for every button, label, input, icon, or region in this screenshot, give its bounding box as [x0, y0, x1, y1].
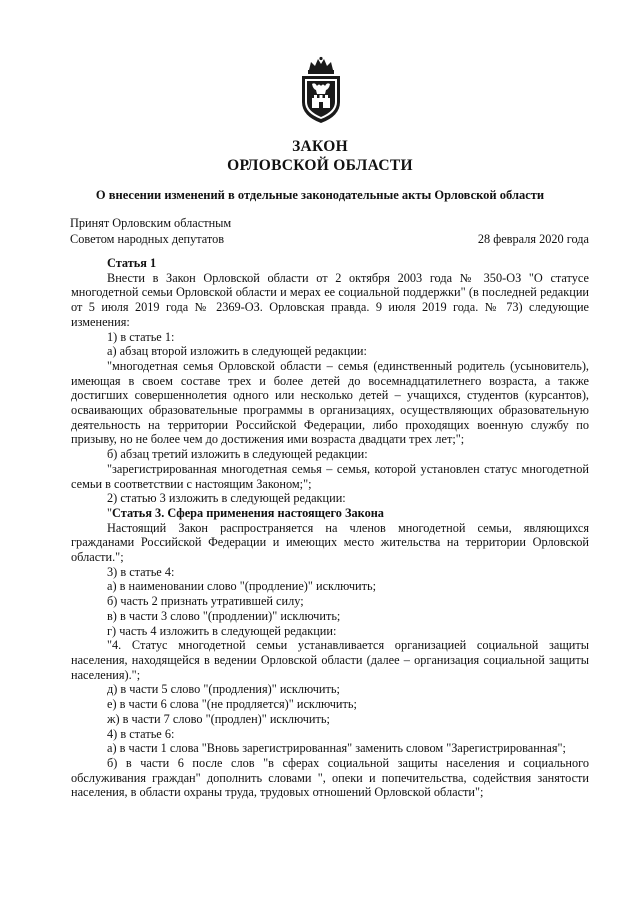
law-title: ЗАКОН: [292, 138, 348, 155]
region-title: ОРЛОВСКОЙ ОБЛАСТИ: [227, 157, 413, 174]
quote-mark: ": [107, 505, 113, 520]
paragraph: а) абзац второй изложить в следующей редакции:: [107, 344, 367, 359]
paragraph: 3) в статье 4:: [107, 564, 175, 579]
paragraph: "многодетная семья Орловской области – семья (единственный родитель (усыновитель), имеющая в своем составе трех и более детей до восемнадцатилетнего возраста, а также достигших совершеннолетия одного или несколько детей – учащихся, студентов (курсантов), осваивающих образовательные программы в организациях, осуществляющих образовательную деятельность на территории Российской Федерации, либо проходящих военную службу по призыву, но не более чем до достижения ими возраста двадцати трех лет;";: [71, 358, 589, 447]
law-body: [71, 256, 589, 800]
paragraph: б) часть 2 признать утратившей силу;: [107, 594, 304, 609]
paragraph: в) в части 3 слово "(продлении)" исключить;: [107, 608, 341, 623]
paragraph: Настоящий Закон распространяется на членов многодетной семьи, являющихся гражданами Российской Федерации и имеющих место жительства на территории Орловской области.";: [71, 520, 589, 565]
paragraph: е) в части 6 слова "(не продляется)" исключить;: [107, 697, 357, 712]
paragraph: а) в части 1 слова "Вновь зарегистрированная" заменить словом "Зарегистрированная";: [107, 741, 566, 756]
paragraph: "4. Статус многодетной семьи устанавливается организацией социальной защиты населения, находящейся в ведении Орловской области (далее – организация социальной защиты населения).";: [71, 638, 589, 682]
adoption-authority: [70, 215, 231, 247]
paragraph: ж) в части 7 слово "(продлен)" исключить;: [107, 711, 330, 726]
coat-of-arms-icon: [293, 56, 349, 126]
paragraph: б) в части 6 после слов "в сферах социальной защиты населения и социального обслуживания граждан" дополнить словами ", опеки и попечительства, содействия занятости населения, в области охраны труда, трудовых отношений Орловской области";: [71, 755, 589, 800]
paragraph: 2) статью 3 изложить в следующей редакции:: [107, 491, 346, 506]
paragraph: 4) в статье 6:: [107, 726, 175, 741]
law-subject: О внесении изменений в отдельные законодательные акты Орловской области: [95, 188, 545, 202]
paragraph-article3-heading: [71, 506, 589, 521]
paragraph: "зарегистрированная многодетная семья – семья, которой установлен статус многодетной семьи в соответствии с настоящим Законом;";: [71, 461, 589, 491]
paragraph: г) часть 4 изложить в следующей редакции:: [107, 623, 337, 638]
adoption-date: 28 февраля 2020 года: [477, 232, 589, 246]
paragraph: б) абзац третий изложить в следующей редакции:: [107, 447, 368, 462]
paragraph: а) в наименовании слово "(продление)" исключить;: [107, 579, 377, 594]
paragraph: д) в части 5 слово "(продления)" исключить;: [107, 682, 340, 697]
adoption-line-1: Принят Орловским областным: [70, 216, 232, 230]
paragraph-intro: Внести в Закон Орловской области от 2 октября 2003 года № 350-ОЗ "О статусе многодетной семьи Орловской области и мерах ее социальной поддержки" (в последней редакции от 5 июля 2019 года № 2369-ОЗ. Орловская правда. 9 июля 2019 года. № 73) следующие изменения:: [71, 270, 589, 329]
article3-title: Статья 3. Сфера применения настоящего Закона: [112, 505, 384, 520]
adoption-line-2: Советом народных депутатов: [70, 232, 225, 246]
paragraph: 1) в статье 1:: [107, 329, 175, 344]
article-heading: Статья 1: [107, 256, 157, 270]
